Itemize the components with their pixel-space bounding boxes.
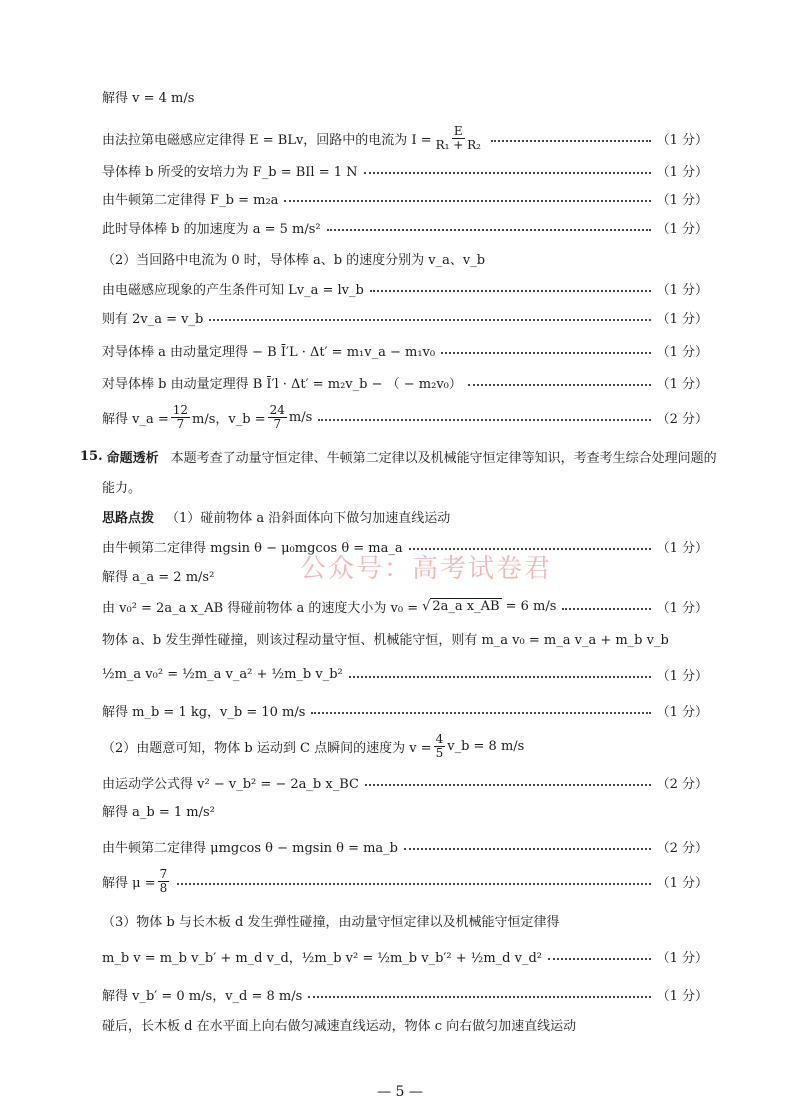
leader-dots — [548, 958, 651, 960]
leader-dots — [491, 140, 651, 142]
leader-dots — [209, 319, 650, 321]
fraction: $\frac{24}{7}$ — [269, 402, 285, 431]
leader-dots — [365, 784, 651, 786]
q15-line-8: 由运动学公式得 v² − v_b² = − 2a_b x_BC （2 分） — [102, 776, 708, 792]
leader-dots — [404, 848, 651, 850]
leader-dots — [284, 200, 650, 202]
line-8: 则有 2v_a = v_b （1 分） — [102, 311, 708, 327]
line-6: （2）当回路中电流为 0 时，导体棒 a、b 的速度分别为 v_a、v_b — [102, 252, 486, 268]
leader-dots — [364, 172, 651, 174]
line-5: 此时导体棒 b 的加速度为 a = 5 m/s² （1 分） — [102, 221, 708, 237]
q15-line-4: 物体 a、b 发生弹性碰撞，则该过程动量守恒、机械能守恒，则有 m_a v₀ = m_a v_a + m_b v_b — [102, 632, 669, 648]
leader-dots — [468, 384, 651, 386]
q15-line-3: 由 v₀² = 2a_a x_AB 得碰前物体 a 的速度大小为 v₀ = √ 2a_a x_AB = 6 m/s （1 分） — [102, 598, 708, 616]
watermark: 公众号：高考试卷君 — [300, 554, 553, 584]
leader-dots — [562, 608, 650, 610]
q15-line-6: 解得 m_b = 1 kg，v_b = 10 m/s （1 分） — [102, 704, 708, 720]
line-4: 由牛顿第二定律得 F_b = m₂a （1 分） — [102, 192, 708, 208]
q15-line-5: ½m_a v₀² = ½m_a v_a² + ½m_b v_b² （1 分） — [102, 666, 708, 684]
q15-line-7: （2）由题意可知，物体 b 运动到 C 点瞬间的速度为 v = $\frac{4}{5}$ v_b = 8 m/s — [102, 731, 525, 760]
leader-dots — [327, 229, 651, 231]
leader-dots — [318, 419, 650, 421]
q15-intro-line1: 15. 命题透析 本题考查了动量守恒定律、牛顿第二定律以及机械能守恒定律等知识，考查考生综合处理问题的 — [80, 448, 717, 466]
fraction: $\frac{12}{7}$ — [172, 402, 189, 431]
leader-dots — [308, 996, 650, 998]
q15-line-11: 解得 μ = $\frac{7}{8}$ （1 分） — [102, 866, 708, 895]
line-10: 对导体棒 b 由动量定理得 B Ī′l · Δt′ = m₂v_b − （ − m₂v₀） （1 分） — [102, 376, 708, 392]
leader-dots — [441, 352, 651, 354]
q15-line-15: 碰后，长木板 d 在水平面上向右做匀减速直线运动，物体 c 向右做匀加速直线运动 — [102, 1018, 577, 1034]
line-1: 解得 v = 4 m/s — [102, 90, 195, 106]
q15-line-2: 解得 a_a = 2 m/s² — [102, 569, 215, 585]
line-7: 由电磁感应现象的产生条件可知 Lv_a = lv_b （1 分） — [102, 282, 708, 298]
leader-dots — [177, 883, 650, 885]
leader-dots — [311, 712, 650, 714]
leader-dots — [409, 548, 651, 550]
line-2: 由法拉第电磁感应定律得 E = BLv，回路中的电流为 I = $\frac{E}{\text{R₁ + R₂}}$ （1 分） — [102, 123, 708, 152]
line-9: 对导体棒 a 由动量定理得 − B Ī′L · Δt′ = m₁v_a − m₁v₀ （1 分） — [102, 344, 708, 360]
q15-line-9: 解得 a_b = 1 m/s² — [102, 804, 215, 820]
line-3: 导体棒 b 所受的安培力为 F_b = BIl = 1 N （1 分） — [102, 164, 708, 180]
page-number: — 5 — — [377, 1084, 423, 1100]
q15-intro-line2: 能力。 — [102, 480, 142, 496]
q15-line-14: 解得 v_b′ = 0 m/s，v_d = 8 m/s （1 分） — [102, 988, 708, 1004]
q15-line-12: （3）物体 b 与长木板 d 发生弹性碰撞，由动量守恒定律以及机械能守恒定律得 — [102, 914, 560, 930]
line-11: 解得 v_a = $\frac{12}{7}$ m/s，v_b = $\frac{24}{7}$ m/s （2 分） — [102, 402, 708, 431]
q15-part1-title: 思路点拨 （1）碰前物体 a 沿斜面体向下做匀加速直线运动 — [102, 510, 451, 526]
fraction: $\frac{7}{8}$ — [159, 866, 168, 895]
leader-dots — [349, 676, 651, 678]
fraction: $\frac{E}{\text{R₁ + R₂}}$ — [435, 123, 481, 152]
q15-line-10: 由牛顿第二定律得 μmgcos θ − mgsin θ = ma_b （2 分） — [102, 840, 708, 856]
fraction: $\frac{4}{5}$ — [435, 731, 444, 760]
leader-dots — [370, 290, 651, 292]
q15-line-1: 由牛顿第二定律得 mgsin θ − μ₀mgcos θ = ma_a （1 分） — [102, 540, 708, 556]
q15-line-13: m_b v = m_b v_b′ + m_d v_d，½m_b v² = ½m_b v_b′² + ½m_d v_d² （1 分） — [102, 950, 708, 966]
